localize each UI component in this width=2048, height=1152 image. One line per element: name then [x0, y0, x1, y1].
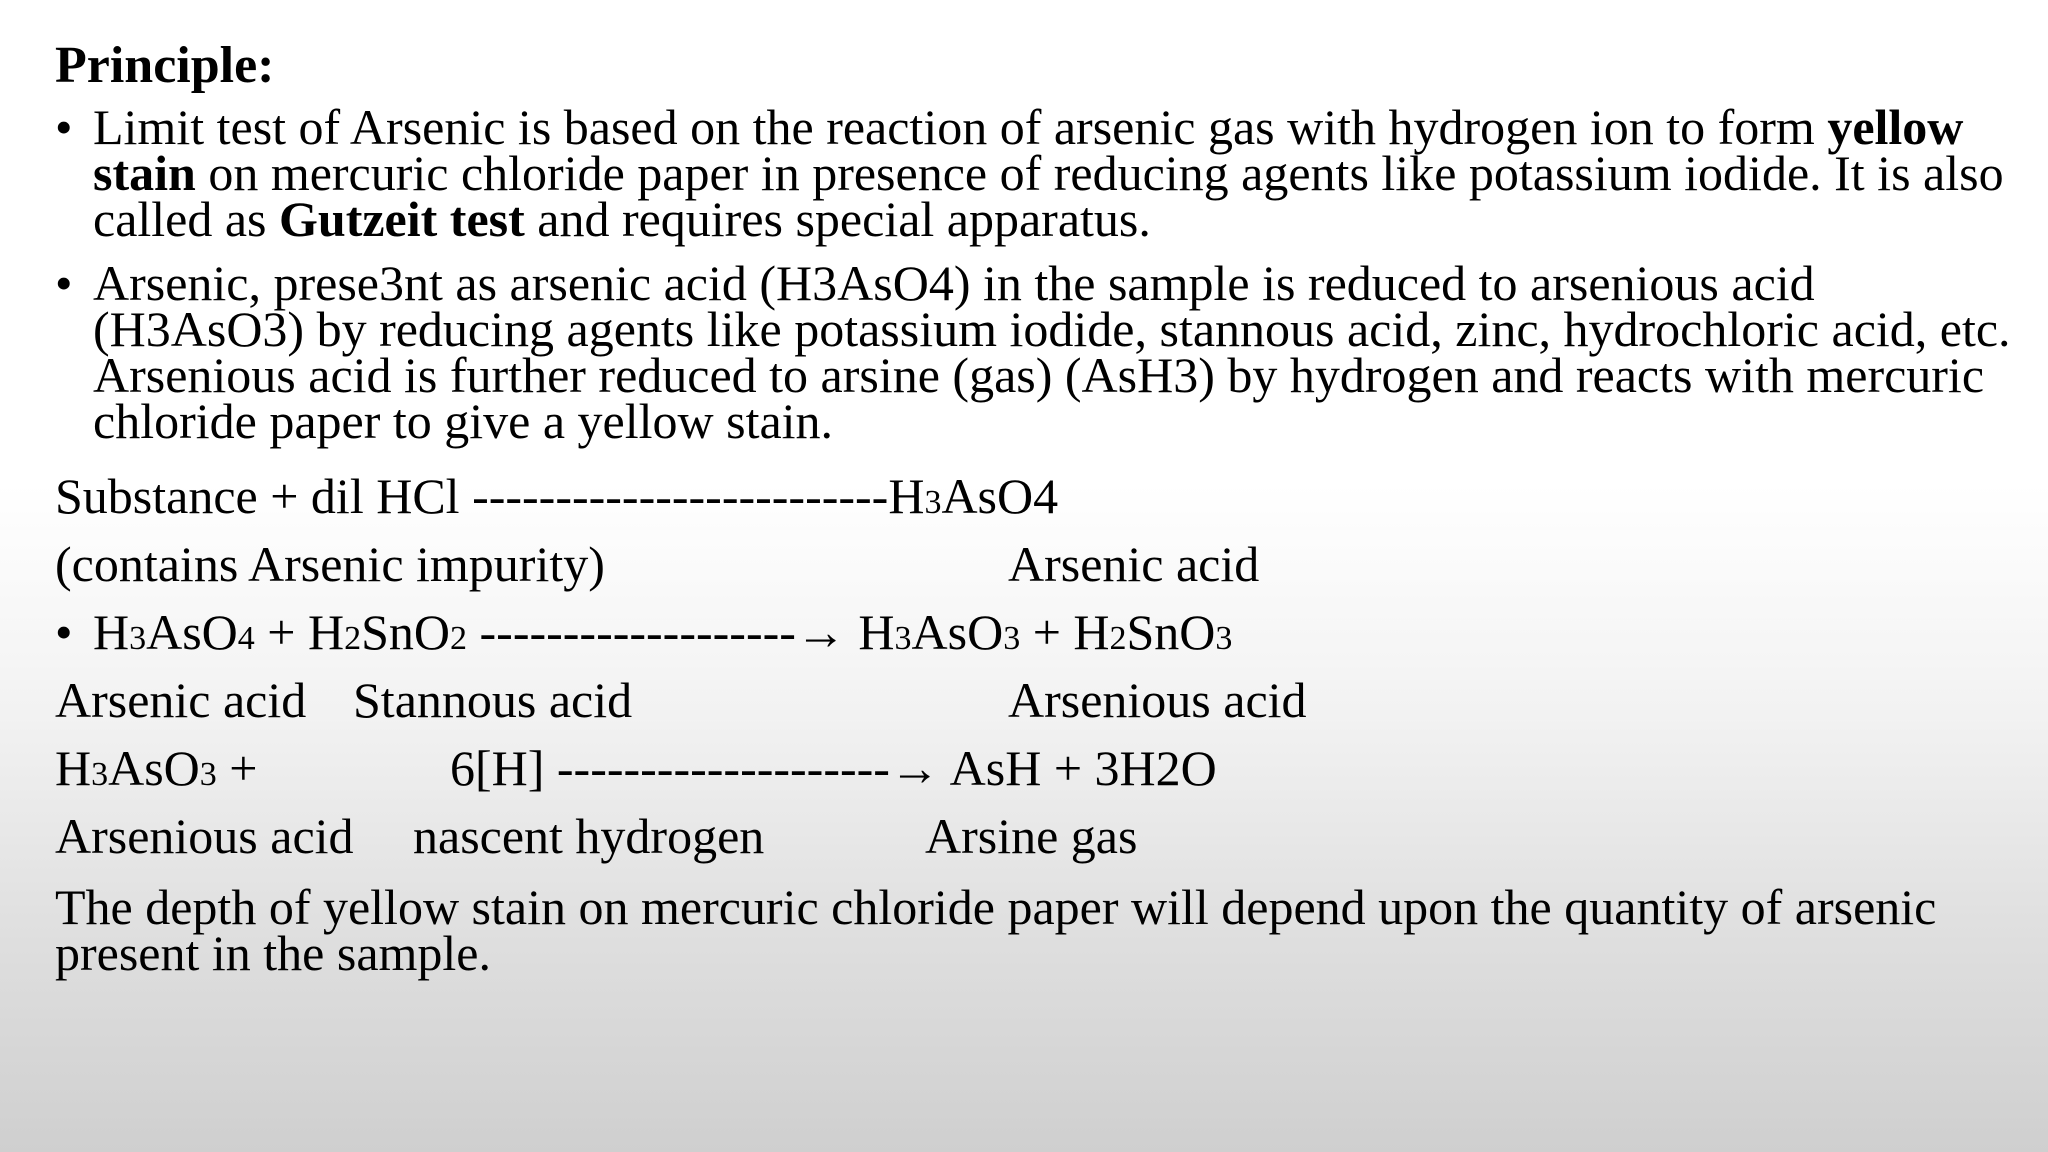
equation-3-labels — [55, 802, 2015, 870]
equation-1-labels — [55, 530, 2015, 598]
label-stannous-acid: Stannous acid — [353, 672, 633, 728]
bullet-icon: • — [55, 255, 73, 311]
bullet-point-gutzeit — [55, 99, 2015, 247]
bullet-icon: • — [55, 604, 73, 660]
equation-2-labels — [55, 666, 2015, 734]
equation-1-text: Substance + dil HCl -------------------------H3AsO4 — [55, 468, 1059, 524]
label-arsenious-acid-2: Arsenious acid — [55, 808, 354, 864]
equation-3 — [55, 734, 2015, 802]
bullet-text-part: and requires special apparatus. — [524, 191, 1151, 247]
equation-3-rest: 6[H] --------------------→ AsH + 3H2O — [450, 740, 1217, 796]
bullet-text: Arsenic, prese3nt as arsenic acid (H3AsO4) in the sample is reduced to arsenious acid (H3AsO3) by reducing agents like potassium iodide, stannous acid, zinc, hydrochloric acid, etc. Arsenious acid is further reduced to arsine (gas) (AsH3) by hydrogen and reacts with mercuric chloride paper to give a yellow stain. — [93, 255, 2011, 449]
label-arsenic-impurity: (contains Arsenic impurity) — [55, 536, 605, 592]
closing-statement: The depth of yellow stain on mercuric chloride paper will depend upon the quantity of arsenic present in the sample. — [55, 879, 1937, 981]
equation-1 — [55, 462, 2015, 530]
label-arsenic-acid: Arsenic acid — [1008, 536, 1260, 592]
bullet-text-part: on mercuric chloride paper in presence of reducing agents like potassium iodide. It is also called as — [93, 145, 2004, 247]
label-arsenious-acid: Arsenious acid — [1008, 672, 1307, 728]
bullet-point-reduction — [55, 255, 2015, 449]
bullet-text-part: Limit test of Arsenic is based on the reaction of arsenic gas with hydrogen ion to form — [93, 99, 1828, 155]
bullet-icon: • — [55, 99, 73, 155]
label-arsine-gas: Arsine gas — [925, 808, 1138, 864]
slide-heading: Principle: — [55, 37, 275, 94]
label-arsenic-acid-2: Arsenic acid — [55, 672, 307, 728]
equation-2-text: H3AsO4 + H2SnO2 -------------------→ H3AsO3 + H2SnO3 — [93, 604, 1233, 660]
bold-term-gutzeit-test: Gutzeit test — [279, 191, 525, 247]
label-nascent-hydrogen: nascent hydrogen — [413, 808, 765, 864]
equation-2 — [55, 598, 2015, 666]
slide-content — [55, 34, 2015, 981]
bold-term-yellow-stain: yellow stain — [93, 99, 1964, 201]
equation-3-reactant: H3AsO3 + — [55, 740, 258, 796]
